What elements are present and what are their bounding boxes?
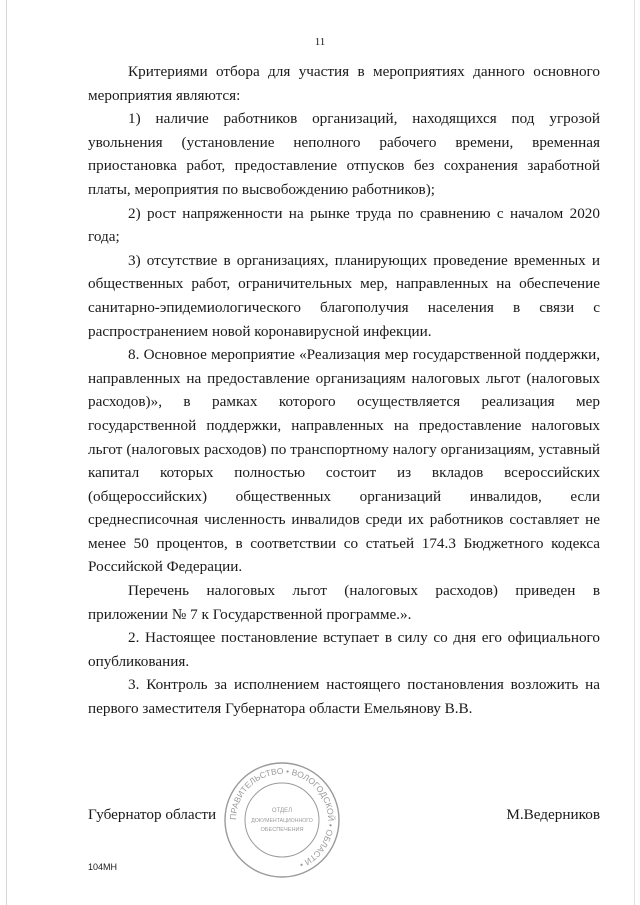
stamp-center-line-1: ОТДЕЛ <box>271 808 293 814</box>
signatory-title: Губернатор области <box>88 806 217 823</box>
paragraph-criterion-3: 3) отсутствие в организациях, планирующих проведение временных и общественных работ, ограничительных мер, направленных на обеспечение санитарно-эпидемиологического благополучия населения в связи с распространением новой коронавирусной инфекции. <box>88 251 600 340</box>
scan-edge-left <box>6 0 7 905</box>
paragraph-tax-list: Перечень налоговых льгот (налоговых расходов) приведен в приложении № 7 к Государственной программе.». <box>88 582 600 623</box>
paragraph-criterion-2: 2) рост напряженности на рынке труда по сравнению с началом 2020 года; <box>88 204 600 246</box>
official-stamp <box>222 760 342 880</box>
paragraph-measure-8: 8. Основное мероприятие «Реализация мер государственной поддержки, направленных на предоставление организациям налоговых льгот (налоговых расходов)», в рамках которого осуществляется реализация мер государственной поддержки, направленных на предоставление налоговых льгот (налоговых расходов) по транспортному налогу организациям, уставный капитал которых полностью состоит из вкладов всероссийских (общероссийских) общественных организаций инвалидов, если среднесписочная численность инвалидов среди их работников составляет не менее 50 процентов, в соответствии со статьей 174.3 Бюджетного кодекса Российской Федерации. <box>88 346 600 576</box>
paragraph-effective-date: 2. Настоящее постановление вступает в силу со дня его официального опубликования. <box>88 629 600 670</box>
stamp-center-line-3: ОБЕСПЕЧЕНИЯ <box>260 827 304 833</box>
document-code: 104МН <box>88 862 118 872</box>
paragraph-control: 3. Контроль за исполнением настоящего постановления возложить на первого заместителя Губернатора области Емельянову В.В. <box>88 676 600 718</box>
paragraph-criterion-1: 1) наличие работников организаций, находящихся под угрозой увольнения (установление неполного рабочего времени, временная приостановка работ, предоставление отпусков без сохранения заработной платы, мероприятия по высвобождению работников); <box>88 110 600 198</box>
paragraph-criteria-intro: Критериями отбора для участия в мероприятиях данного основного мероприятия являются: <box>88 63 600 104</box>
scan-edge-right <box>634 0 635 905</box>
signature-block <box>88 806 600 830</box>
stamp-center-line-2: ДОКУМЕНТАЦИОННОГО <box>251 818 313 824</box>
body-text <box>88 60 600 721</box>
stamp-ring-text: ПРАВИТЕЛЬСТВО • ВОЛОГОДСКОЙ • ОБЛАСТИ • <box>227 765 337 871</box>
signatory-name: М.Ведерников <box>506 806 600 823</box>
page-number: 11 <box>314 36 326 48</box>
